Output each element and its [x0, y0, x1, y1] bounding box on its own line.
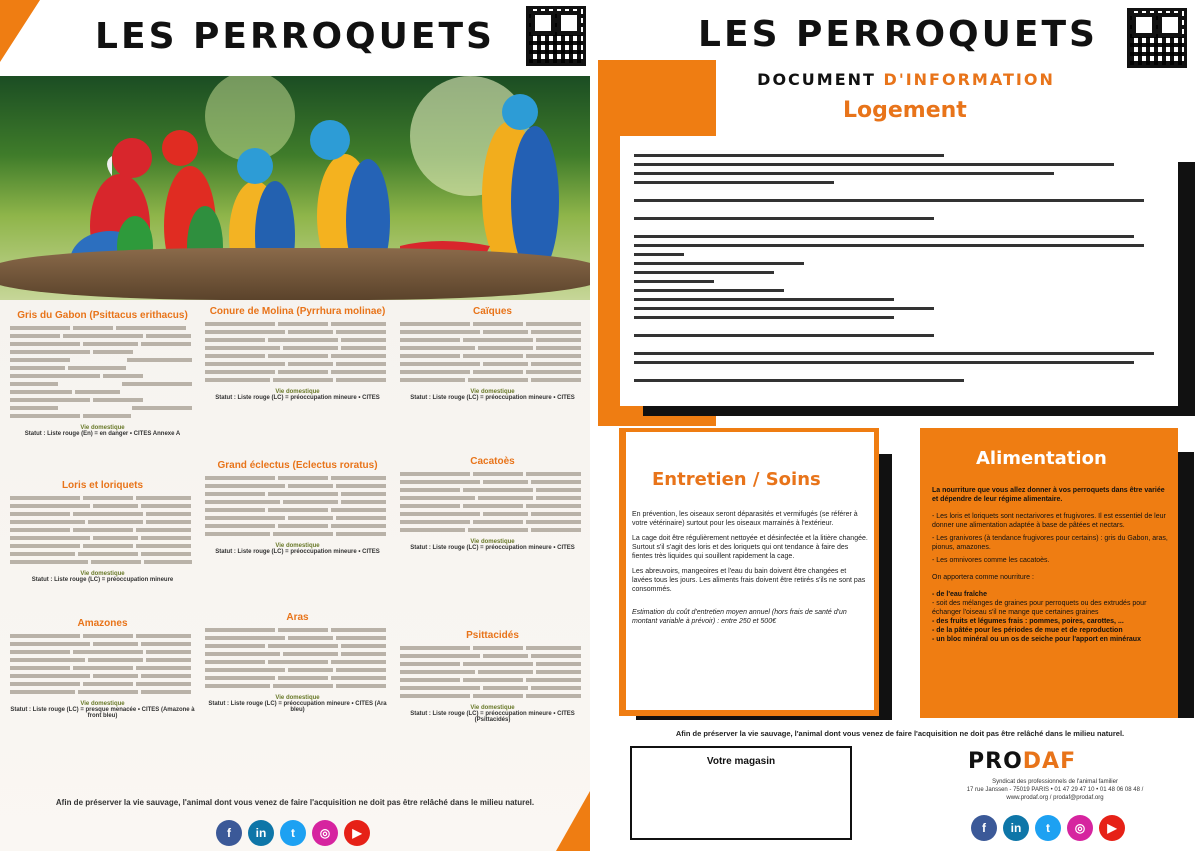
magasin-label: Votre magasin — [706, 756, 776, 767]
prodaf-contact — [945, 778, 1165, 802]
section-body — [400, 645, 585, 701]
qr-code-icon — [1127, 8, 1187, 68]
section-heading: Conure de Molina (Pyrrhura molinae) — [209, 306, 386, 317]
branch — [0, 248, 590, 300]
alimentation-line: - de la pâtée pour les périodes de mue et de reproduction — [932, 627, 1123, 634]
section-vie: Vie domestique — [470, 539, 515, 545]
alimentation-line: - Les loris et loriquets sont nectarivores et frugivores. Il est essentiel de leur donner une alimentation adaptée à base de pâtées et nectars. — [932, 513, 1166, 529]
section-vie: Vie domestique — [470, 705, 515, 711]
section-heading: Loris et loriquets — [61, 480, 144, 491]
entretien-text — [632, 510, 868, 626]
section-heading: Grand éclectus (Eclectus roratus) — [217, 460, 378, 471]
section-status: Statut : Liste rouge (LC) = préoccupation mineure • CITES — [215, 395, 380, 401]
alimentation-title: Alimentation — [976, 448, 1107, 469]
logement-title: Logement — [843, 98, 967, 123]
alimentation-text — [932, 486, 1168, 644]
section-body — [10, 495, 195, 567]
left-page-title: LES PERROQUETS — [95, 16, 495, 57]
facebook-icon[interactable]: f — [971, 815, 997, 841]
section-body — [205, 475, 390, 539]
section-heading: Gris du Gabon (Psittacus erithacus) — [17, 310, 188, 321]
brand-part-a: PRO — [968, 749, 1023, 774]
section-loris — [10, 480, 195, 583]
section-status: Statut : Liste rouge (LC) = préoccupation mineure • CITES — [410, 395, 575, 401]
linkedin-icon[interactable]: in — [248, 820, 274, 846]
section-heading: Cacatoès — [470, 456, 515, 467]
section-heading: Aras — [286, 612, 309, 623]
section-body — [400, 321, 585, 385]
linkedin-icon[interactable]: in — [1003, 815, 1029, 841]
section-vie: Vie domestique — [275, 389, 320, 395]
alimentation-intro: La nourriture que vous allez donner à vos perroquets dans être variée et dépendre de leur régime alimentaire. — [932, 487, 1165, 503]
section-cacatoes — [400, 456, 585, 551]
alimentation-line: - Les granivores (à tendance frugivores pour certains) : gris du Gabon, aras, pionus, amazones. — [932, 535, 1168, 551]
prodaf-line: Syndicat des professionnels de l'animal familier — [992, 779, 1118, 785]
section-heading: Caïques — [473, 306, 512, 317]
section-vie: Vie domestique — [80, 425, 125, 431]
section-body — [205, 321, 390, 385]
section-gris-du-gabon — [10, 310, 195, 437]
species-sections — [0, 300, 590, 851]
twitter-icon[interactable]: t — [1035, 815, 1061, 841]
brand-part-b: DAF — [1022, 749, 1077, 774]
section-aras — [205, 612, 390, 713]
section-body — [10, 633, 195, 697]
entretien-p4: Estimation du coût d'entretien moyen annuel (hors frais de santé d'un montant variable à prévoir) : entre 250 et 500€ — [632, 609, 847, 625]
instagram-icon[interactable]: ◎ — [312, 820, 338, 846]
section-body — [10, 325, 195, 421]
section-heading: Amazones — [77, 618, 128, 629]
right-page-title: LES PERROQUETS — [698, 14, 1098, 55]
section-body — [400, 471, 585, 535]
section-vie: Vie domestique — [470, 389, 515, 395]
subtitle-part-b: D'INFORMATION — [883, 70, 1055, 89]
section-status: Statut : Liste rouge (LC) = préoccupation mineure • CITES — [410, 545, 575, 551]
subtitle-part-a: DOCUMENT — [757, 70, 876, 89]
prodaf-logo — [968, 749, 1076, 774]
entretien-p3: Les abreuvoirs, mangeoires et l'eau du bain doivent être changées et lavées tous les jours. Les aliments frais doivent être retirés s'ils ne sont pas consommés. — [632, 568, 866, 593]
section-heading: Psittacidés — [466, 630, 519, 641]
alimentation-line: - de l'eau fraîche — [932, 591, 987, 598]
section-status: Statut : Liste rouge (LC) = préoccupation mineure — [31, 577, 174, 583]
left-footer-note: Afin de préserver la vie sauvage, l'animal dont vous venez de faire l'acquisition ne doit pas être relâché dans le milieu naturel. — [55, 798, 535, 807]
section-vie: Vie domestique — [80, 701, 125, 707]
alimentation-line: On apportera comme nourriture : — [932, 574, 1034, 581]
youtube-icon[interactable]: ▶ — [1099, 815, 1125, 841]
logement-text — [634, 152, 1164, 386]
section-status: Statut : Liste rouge (LC) = préoccupation mineure • CITES (Psittacidés) — [410, 711, 575, 723]
entretien-title: Entretien / Soins — [652, 469, 821, 490]
corner-accent-bottom — [556, 791, 590, 851]
left-page — [0, 0, 590, 851]
alimentation-line: - un bloc minéral ou un os de seiche pour l'apport en minéraux — [932, 636, 1141, 643]
section-amazones — [10, 618, 195, 719]
social-icons-left — [216, 820, 370, 846]
section-psittacides — [400, 630, 585, 723]
facebook-icon[interactable]: f — [216, 820, 242, 846]
alimentation-line: - Les omnivores comme les cacatoès. — [932, 557, 1050, 564]
section-status: Statut : Liste rouge (En) = en danger • CITES Annexe A — [24, 431, 181, 437]
section-status: Statut : Liste rouge (LC) = presque menacée • CITES (Amazone à front bleu) — [10, 707, 195, 719]
section-caiques — [400, 306, 585, 401]
alimentation-line: - soit des mélanges de graines pour perroquets ou des extrudés pour échanger l'oiseau s'il ne mange que certaines graines — [932, 600, 1147, 616]
section-conure — [205, 306, 390, 401]
youtube-icon[interactable]: ▶ — [344, 820, 370, 846]
prodaf-line: 17 rue Janssen - 75019 PARIS • 01 47 29 47 10 • 01 48 06 08 48 / — [966, 787, 1144, 793]
instagram-icon[interactable]: ◎ — [1067, 815, 1093, 841]
right-footer-note: Afin de préserver la vie sauvage, l'animal dont vous venez de faire l'acquisition ne doit pas être relâché dans le milieu naturel. — [675, 729, 1125, 738]
section-vie: Vie domestique — [275, 543, 320, 549]
section-body — [205, 627, 390, 691]
entretien-p1: En prévention, les oiseaux seront déparasités et vermifugés (se référer à votre vétérinaire) surtout pour les oiseaux marrainés à l'extérieur. — [632, 511, 858, 527]
prodaf-line: www.prodaf.org / prodaf@prodaf.org — [1006, 795, 1104, 801]
section-vie: Vie domestique — [80, 571, 125, 577]
alimentation-line: - des fruits et légumes frais : pommes, poires, carottes, ... — [932, 618, 1124, 625]
magasin-box — [630, 746, 852, 840]
section-eclectus — [205, 460, 390, 555]
section-vie: Vie domestique — [275, 695, 320, 701]
section-status: Statut : Liste rouge (LC) = préoccupation mineure • CITES (Ara bleu) — [208, 701, 387, 713]
twitter-icon[interactable]: t — [280, 820, 306, 846]
social-icons-right — [971, 815, 1125, 841]
section-status: Statut : Liste rouge (LC) = préoccupation mineure • CITES — [215, 549, 380, 555]
entretien-p2: La cage doit être régulièrement nettoyée et désinfectée et la litière changée. Surtout s'il s'agit des loris et des loriquets qui ont tendance à faire des fientes très liquides qui souillent rapidement la cage. — [632, 535, 868, 560]
qr-code-icon — [526, 6, 586, 66]
